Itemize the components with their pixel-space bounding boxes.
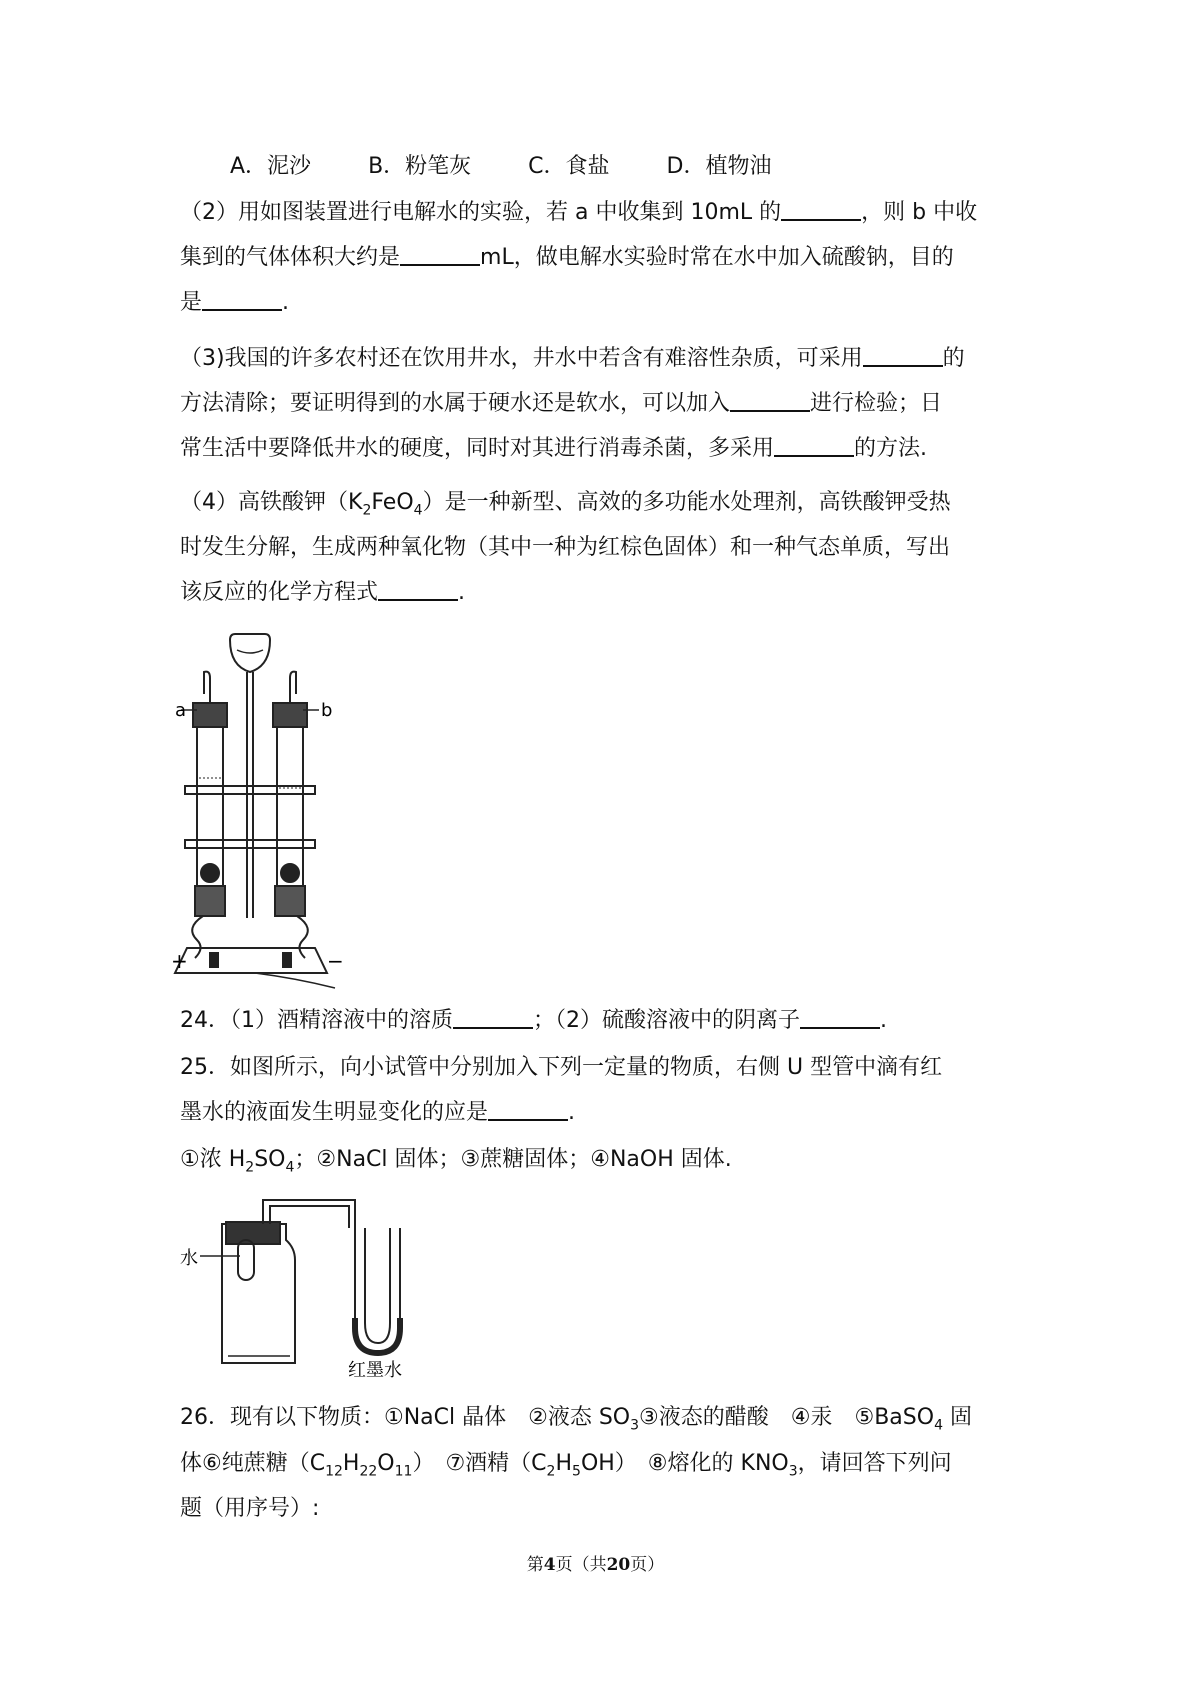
answer-blank[interactable] xyxy=(453,1007,533,1029)
q23-part3-line1: （3)我国的许多农村还在饮用井水，井水中若含有难溶性杂质，可采用 的 xyxy=(180,346,965,371)
q23-part2-line2: 集到的气体体积大约是 mL，做电解水实验时常在水中加入硫酸钠，目的 xyxy=(180,245,954,270)
option-c: C．食盐 xyxy=(528,154,610,179)
q25-line1: 25．如图所示，向小试管中分别加入下列一定量的物质，右侧 U 型管中滴有红 xyxy=(180,1055,943,1080)
q25-line3: ①浓 $H_2SO_4$；②NaCl 固体；③蔗糖固体；④NaOH 固体. xyxy=(180,1147,732,1176)
answer-blank[interactable] xyxy=(781,199,861,221)
q23-part2-line3: 是 . xyxy=(180,290,290,315)
answer-blank[interactable] xyxy=(488,1099,568,1121)
q23-part4-line3: 该反应的化学方程式 . xyxy=(180,580,466,605)
option-a: A．泥沙 xyxy=(230,154,312,179)
q23-part2-line1: （2）用如图装置进行电解水的实验，若 a 中收集到 10mL 的 ，则 b 中收 xyxy=(180,200,978,225)
label-plus: + xyxy=(171,949,188,973)
answer-blank[interactable] xyxy=(863,345,943,367)
page-footer: 第4页（共20页） xyxy=(526,1555,665,1575)
answer-blank[interactable] xyxy=(774,435,854,457)
q23-part3-line3: 常生活中要降低井水的硬度，同时对其进行消毒杀菌，多采用 的方法. xyxy=(180,436,928,461)
q23-part4-line1: （4）高铁酸钾$(K_2FeO_4)$是一种新型、高效的多功能水处理剂，高铁酸钾受热 xyxy=(180,490,951,519)
q23-part4-line2: 时发生分解，生成两种氧化物（其中一种为红棕色固体）和一种气态单质，写出 xyxy=(180,535,951,560)
current-page: 4 xyxy=(543,1555,556,1575)
q25-line2: 墨水的液面发生明显变化的应是 . xyxy=(180,1100,576,1125)
q26-line3: 题（用序号）: xyxy=(180,1496,320,1521)
option-d: D．植物油 xyxy=(666,154,772,179)
answer-blank[interactable] xyxy=(378,579,458,601)
total-pages: 20 xyxy=(606,1555,631,1575)
q26-line1: 26．现有以下物质：①NaCl 晶体 ②液态 $SO_3③$液态的醋酸 ④汞 ⑤BaSO$_4$ 固 xyxy=(180,1405,972,1434)
electrolysis-apparatus-figure xyxy=(171,628,355,988)
label-minus: − xyxy=(327,949,344,973)
label-b: b xyxy=(321,700,333,721)
answer-blank[interactable] xyxy=(730,390,810,412)
ink-label: 红墨水 xyxy=(348,1360,402,1381)
q26-line2: 体⑥纯蔗糖$(C_{12}H_{22}O_{11})$ ⑦酒精$(C_2H_5OH)$ ⑧熔化的 $KNO_3$，请回答下列问 xyxy=(180,1451,952,1480)
q23-part3-line2: 方法清除；要证明得到的水属于硬水还是软水，可以加入 进行检验；日 xyxy=(180,391,943,416)
answer-options xyxy=(230,152,821,182)
answer-blank[interactable] xyxy=(400,244,480,266)
answer-blank[interactable] xyxy=(202,289,282,311)
water-label: 水 xyxy=(180,1248,198,1269)
answer-blank[interactable] xyxy=(800,1007,880,1029)
q24-line: 24．（1）酒精溶液中的溶质 ；（2）硫酸溶液中的阴离子 . xyxy=(180,1008,887,1033)
u-tube-apparatus-figure xyxy=(180,1188,430,1381)
option-b: B．粉笔灰 xyxy=(368,154,472,179)
label-a: a xyxy=(175,700,187,721)
